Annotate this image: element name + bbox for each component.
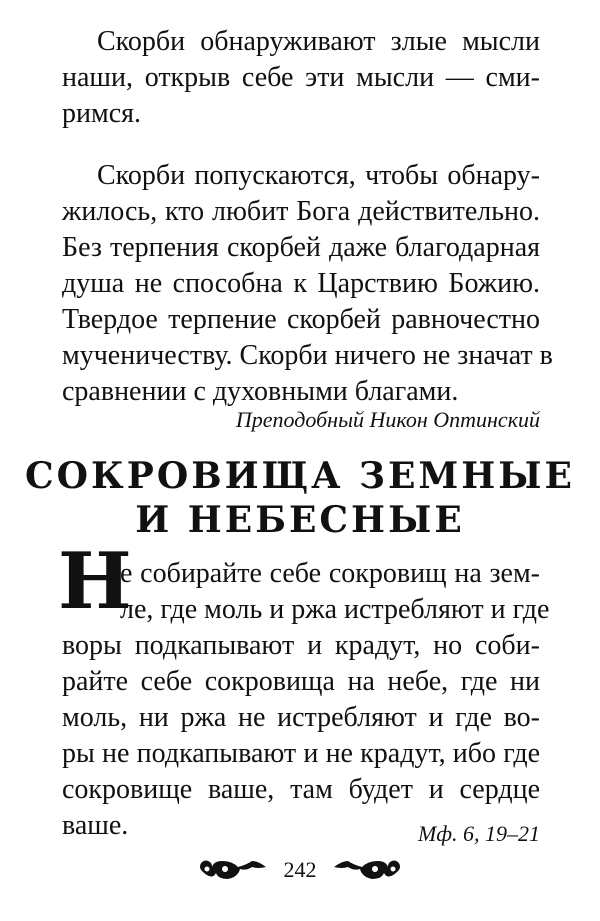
text-line: римся. xyxy=(62,98,142,129)
text-line: моль, ни ржа не истребляют и где во- xyxy=(62,702,540,733)
attribution: Преподобный Никон Оптинский xyxy=(235,407,540,432)
text-line: райте себе сокровища на небе, где ни xyxy=(62,666,540,697)
heading-line: И НЕБЕСНЫЕ xyxy=(135,499,465,541)
text-line: сравнении с духовными благами. xyxy=(62,376,459,407)
text-line: ваше. xyxy=(62,810,129,841)
text-line: воры подкапывают и крадут, но соби- xyxy=(62,630,540,661)
text-line: душа не способна к Царствию Божию. xyxy=(62,268,540,299)
text-line: ры не подкапывают и не крадут, ибо где xyxy=(62,738,540,769)
ornament-left-icon xyxy=(198,855,272,888)
drop-cap: Н xyxy=(58,536,132,627)
text-line: мученичеству. Скорби ничего не значат в xyxy=(62,340,553,371)
text-line: Скорби обнаруживают злые мысли xyxy=(97,26,540,57)
heading-line: СОКРОВИЩА ЗЕМНЫЕ xyxy=(25,455,575,497)
text-line: жилось, кто любит Бога действительно. xyxy=(62,196,540,227)
scripture-citation: Мф. 6, 19–21 xyxy=(418,821,540,846)
text-line: е собирайте себе сокровищ на зем- xyxy=(120,558,540,589)
text-line: сокровище ваше, там будет и сердце xyxy=(62,774,540,805)
text-line: Скорби попускаются, чтобы обнару- xyxy=(97,160,540,191)
text-line: Без терпения скорбей даже благодарная xyxy=(62,232,540,263)
page-number: 242 xyxy=(283,856,317,882)
page-footer xyxy=(0,855,600,888)
text-line: наши, открыв себе эти мысли — сми- xyxy=(62,62,540,93)
ornament-right-icon xyxy=(328,855,402,888)
text-line: Твердое терпение скорбей равночестно xyxy=(62,304,540,335)
text-line: ле, где моль и ржа истребляют и где xyxy=(120,594,550,625)
